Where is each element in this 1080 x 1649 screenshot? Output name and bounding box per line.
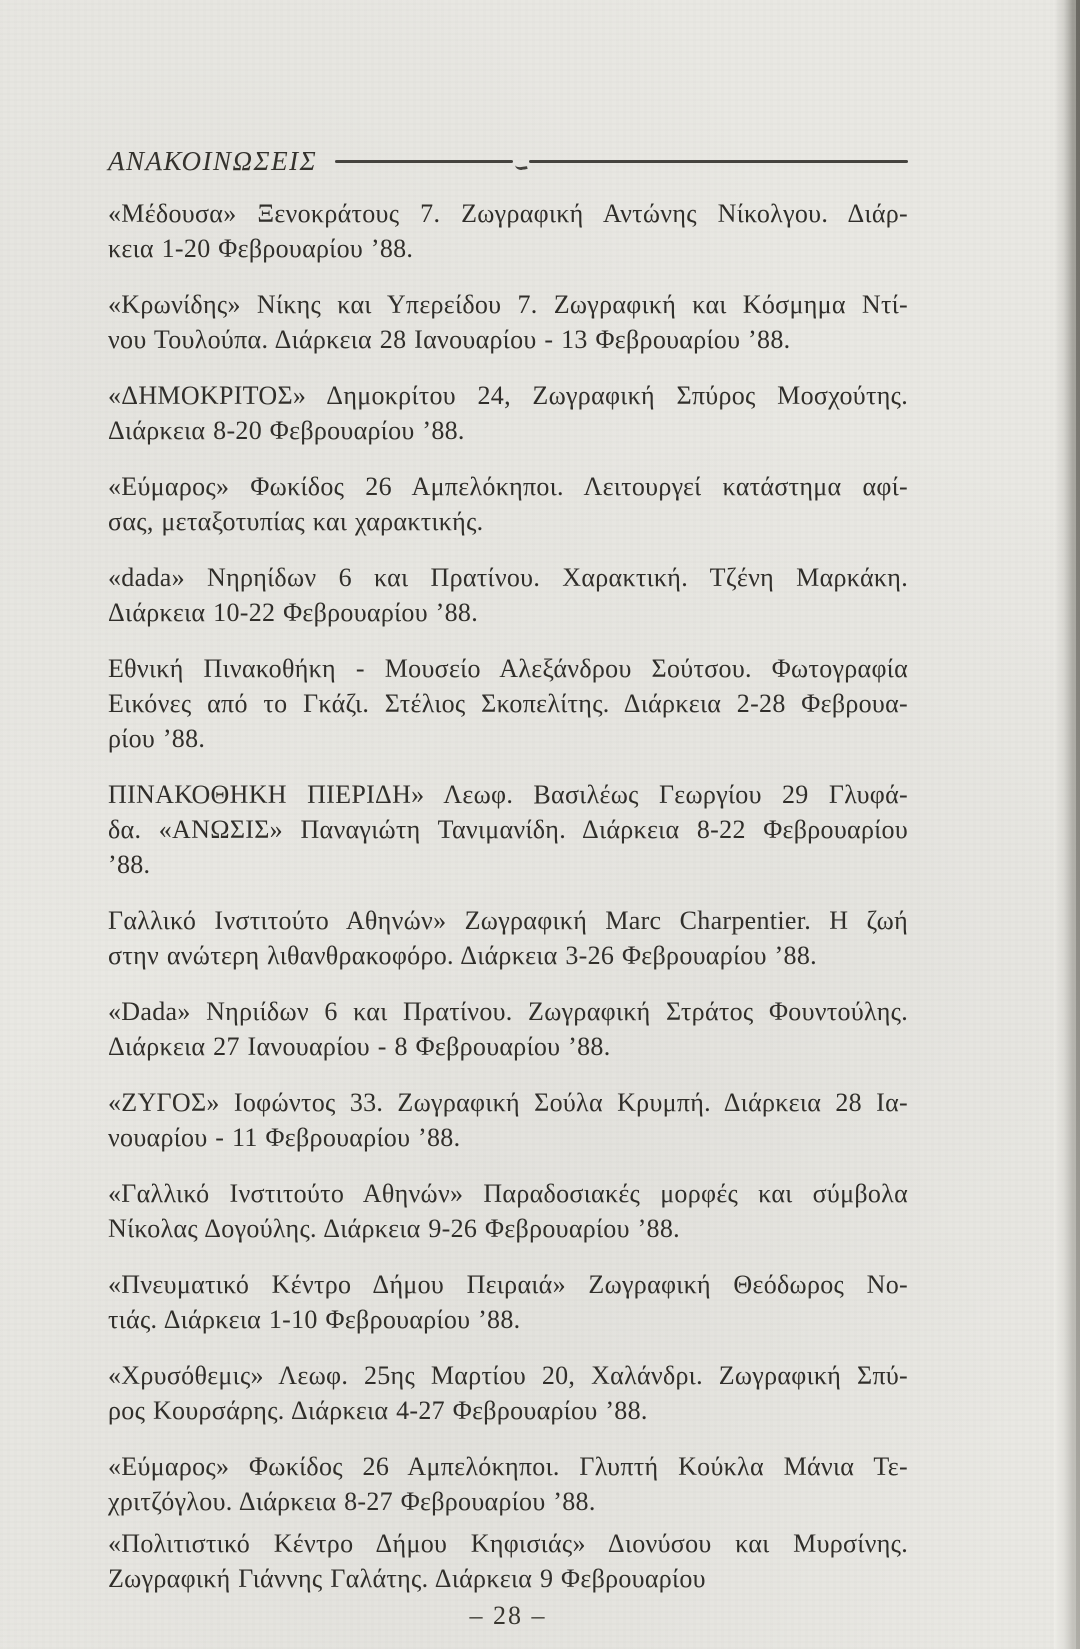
- announcement-paragraph: [108, 651, 908, 756]
- announcement-line: «Πολιτιστικό Κέντρο Δήμου Κηφισιάς» Διονύσου και Μυρσίνης.: [108, 1529, 908, 1558]
- announcement-paragraph: [108, 196, 908, 266]
- announcement-paragraph: [108, 1526, 908, 1596]
- announcement-paragraph: [108, 287, 908, 357]
- announcement-line: «ΖΥΓΟΣ» Ιοφώντος 33. Ζωγραφική Σούλα Κρυμπή. Διάρκεια 28 Ια-: [108, 1088, 908, 1117]
- announcement-paragraph: [108, 903, 908, 973]
- announcement-line: «dada» Νηρηίδων 6 και Πρατίνου. Χαρακτική. Τζένη Μαρκάκη.: [108, 563, 908, 592]
- announcements: [108, 196, 908, 1617]
- announcement-line: «Κρωνίδης» Νίκης και Υπερείδου 7. Ζωγραφική και Κόσμημα Ντί-: [108, 290, 908, 319]
- announcement-line: «ΔΗΜΟΚΡΙΤΟΣ» Δημοκρίτου 24, Ζωγραφική Σπύρος Μοσχούτης.: [108, 381, 908, 410]
- announcement-paragraph: [108, 560, 908, 630]
- announcement-line: Εθνική Πινακοθήκη - Μουσείο Αλεξάνδρου Σούτσου. Φωτογραφία: [108, 654, 908, 683]
- announcement-line: Ζωγραφική Γιάννης Γαλάτης. Διάρκεια 9 Φεβρουαρίου: [108, 1564, 706, 1593]
- announcement-paragraph: [108, 994, 908, 1064]
- announcement-line: τιάς. Διάρκεια 1-10 Φεβρουαρίου ’88.: [108, 1305, 521, 1334]
- announcement-line: Νίκολας Δογούλης. Διάρκεια 9-26 Φεβρουαρίου ’88.: [108, 1214, 680, 1243]
- announcement-line: «Πνευματικό Κέντρο Δήμου Πειραιά» Ζωγραφική Θεόδωρος Νο-: [108, 1270, 908, 1299]
- scan-edge-line: [1076, 0, 1080, 1649]
- announcement-paragraph: [108, 1085, 908, 1155]
- header-rule-tick: [514, 159, 527, 171]
- announcement-line: Εικόνες από το Γκάζι. Στέλιος Σκοπελίτης. Διάρκεια 2-28 Φεβρουα-: [108, 689, 908, 718]
- announcement-paragraph: [108, 1267, 908, 1337]
- announcement-line: «Γαλλικό Ινστιτούτο Αθηνών» Παραδοσιακές μορφές και σύμβολα: [108, 1179, 908, 1208]
- announcement-line: ΠΙΝΑΚΟΘΗΚΗ ΠΙΕΡΙΔΗ» Λεωφ. Βασιλέως Γεωργίου 29 Γλυφά-: [108, 780, 908, 809]
- announcement-line: Διάρκεια 8-20 Φεβρουαρίου ’88.: [108, 416, 465, 445]
- announcement-paragraph: [108, 777, 908, 882]
- announcement-line: νου Τουλούπα. Διάρκεια 28 Ιανουαρίου - 13 Φεβρουαρίου ’88.: [108, 325, 791, 354]
- announcement-line: ρίου ’88.: [108, 724, 206, 753]
- announcement-line: «Μέδουσα» Ξενοκράτους 7. Ζωγραφική Αντώνης Νίκολγου. Διάρ-: [108, 199, 908, 228]
- announcement-paragraph: [108, 1449, 908, 1519]
- page-header: [108, 146, 908, 177]
- announcement-line: «Εύμαρος» Φωκίδος 26 Αμπελόκηποι. Λειτουργεί κατάστημα αφί-: [108, 472, 908, 501]
- header-rule-right: [529, 160, 908, 163]
- announcement-line: «Εύμαρος» Φωκίδος 26 Αμπελόκηποι. Γλυπτή Κούκλα Μάνια Τε-: [108, 1452, 908, 1481]
- announcement-line: ρος Κουρσάρης. Διάρκεια 4-27 Φεβρουαρίου ’88.: [108, 1396, 648, 1425]
- header-rule-left: [335, 160, 513, 163]
- announcement-line: «Χρυσόθεμις» Λεωφ. 25ης Μαρτίου 20, Χαλάνδρι. Ζωγραφική Σπύ-: [108, 1361, 908, 1390]
- announcement-line: δα. «ΑΝΩΣΙΣ» Παναγιώτη Τανιμανίδη. Διάρκεια 8-22 Φεβρουαρίου: [108, 815, 908, 844]
- announcement-line: Γαλλικό Ινστιτούτο Αθηνών» Ζωγραφική Marc Charpentier. Η ζωή: [108, 906, 908, 935]
- page-number: – 28 –: [469, 1601, 547, 1630]
- page-title: ΑΝΑΚΟΙΝΩΣΕΙΣ: [108, 146, 318, 176]
- announcement-line: σας, μεταξοτυπίας και χαρακτικής.: [108, 507, 484, 536]
- announcement-paragraph: [108, 469, 908, 539]
- announcement-line: «Dada» Νηριίδων 6 και Πρατίνου. Ζωγραφική Στράτος Φουντούλης.: [108, 997, 908, 1026]
- announcement-line: κεια 1-20 Φεβρουαρίου ’88.: [108, 234, 414, 263]
- announcement-line: στην ανώτερη λιθανθρακοφόρο. Διάρκεια 3-26 Φεβρουαρίου ’88.: [108, 941, 817, 970]
- announcement-paragraph: [108, 1176, 908, 1246]
- announcement-line: χριτζόγλου. Διάρκεια 8-27 Φεβρουαρίου ’88.: [108, 1487, 596, 1516]
- announcement-paragraph: [108, 1358, 908, 1428]
- announcement-line: Διάρκεια 10-22 Φεβρουαρίου ’88.: [108, 598, 479, 627]
- announcement-line: νουαρίου - 11 Φεβρουαρίου ’88.: [108, 1123, 461, 1152]
- announcement-line: Διάρκεια 27 Ιανουαρίου - 8 Φεβρουαρίου ’88.: [108, 1032, 611, 1061]
- announcement-paragraph: [108, 378, 908, 448]
- announcement-line: ’88.: [108, 850, 151, 879]
